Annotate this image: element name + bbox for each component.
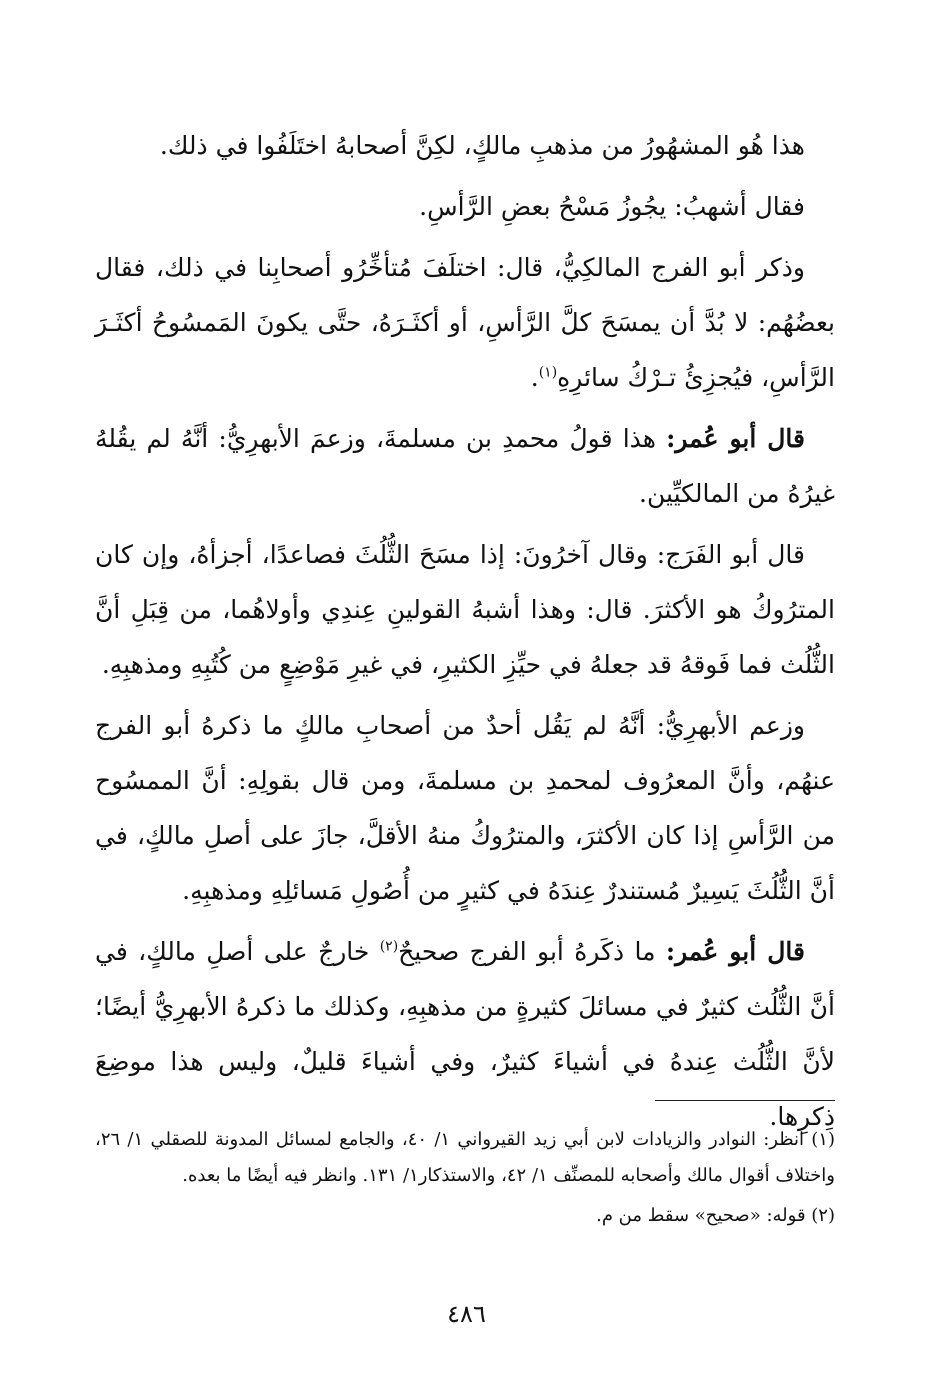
page-number: ٤٨٦ (447, 1300, 486, 1328)
paragraph-4-text: هذا قولُ محمدِ بن مسلمةَ، وزعمَ الأبهرِيُّ: أنَّهُ لم يقُلهُ غيرُهُ من المالكيِّين. (95, 424, 835, 508)
paragraph-6: وزعم الأبهرِيُّ: أنَّهُ لم يَقُل أحدٌ من أصحابِ مالكٍ ما ذكرهُ أبو الفرج عنهُم، وأنَّ المعرُوف لمحمدِ بن مسلمةَ، ومن قال بقولِهِ: أنَّ الممسُوح من الرَّأسِ إذا كان الأكثرَ، والمترُوكُ منهُ الأقلَّ، جازَ على أصلِ مالكٍ، في أنَّ الثُّلُثَ يَسِيرٌ مُستندرٌ عِندَهُ في كثيرٍ من أُصُولِ مَسائلِهِ ومذهبِهِ. (95, 711, 835, 905)
paragraph-7 (95, 924, 835, 1144)
paragraph-2: فقال أشهبُ: يجُوزُ مَسْحُ بعضِ الرَّأسِ. (419, 192, 805, 221)
paragraph-7-text-b: خارجٌ على أصلِ مالكٍ، في أنَّ الثُّلُث كثيرٌ في مسائلَ كثيرةٍ من مذهبِهِ، وكذلك ما ذكرهُ الأبهرِيُّ أيضًا؛ لأنَّ الثُّلُث عِندهُ في أشياءَ كثيرٌ، وفي أشياءَ قليلٌ، وليس هذا موضِعَ ذِكرِها. (95, 937, 835, 1131)
paragraph-3 (95, 240, 835, 405)
main-text (95, 118, 835, 1150)
paragraph-5: قال أبو الفَرَج: وقال آخرُونَ: إذا مسَحَ الثُّلُثَ فصاعدًا، أجزأهُ، وإن كان المترُوكُ هو الأكثرَ. قال: وهذا أشبهُ القولينِ عِندِي وأولاهُما، من قِبَلِ أنَّ الثُّلُث فما فَوقهُ قد جعلهُ في حيِّزِ الكثيرِ، في غيرِ مَوْضِعٍ من كُتُبِهِ ومذهبِهِ. (95, 540, 835, 679)
footnote-divider (655, 1100, 835, 1101)
paragraph-7-text-a: ما ذكَرهُ أبو الفرج صحيحٌ (398, 937, 666, 966)
paragraph-1: هذا هُو المشهُورُ من مذهبِ مالكٍ، لكِنَّ أصحابهُ اختَلَفُوا في ذلك. (159, 131, 805, 160)
paragraph-3-text: وذكر أبو الفرج المالكِيُّ، قال: اختلَفَ مُتأخِّرُو أصحابِنا في ذلك، فقال بعضُهُم: لا بُدَّ أن يمسَحَ كلَّ الرَّأسِ، أو أكثَـرَهُ، حتَّى يكونَ المَمسُوحُ أكثَـرَ الرَّأسِ، فيُجزِئُ تـرْكُ سائرِهِ (95, 253, 835, 392)
speaker-label: قال أبو عُمر: (666, 424, 805, 453)
footnote-2: (٢) قوله: «صحيح» سقط من م. (596, 1205, 835, 1226)
footnote-ref-1[interactable]: (١) (538, 364, 558, 381)
footnote-1: (١) انظر: النوادر والزيادات لابن أبي زيد القيرواني ١/ ٤٠، والجامع لمسائل المدونة للصقلي ١/ ٢٦، واختلاف أقوال مالك وأصحابه للمصنِّف ١/ ٤٢، والاستذكار١/ ١٣١. وانظر فيه أيضًا ما بعده. (95, 1129, 835, 1186)
paragraph-4 (95, 411, 835, 521)
speaker-label: قال أبو عُمر: (665, 937, 805, 966)
footnote-ref-2[interactable]: (٢) (379, 938, 399, 955)
paragraph-3-end: . (530, 363, 539, 392)
footnotes (95, 1122, 835, 1238)
